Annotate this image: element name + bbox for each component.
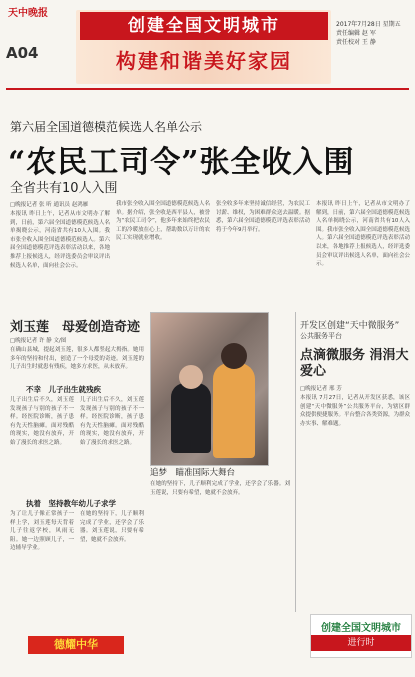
page-number: A04 [6,44,39,62]
article-column-3: 张全收多年来坚持诚信经营，为农民工讨薪、维权，为困难群众送去温暖。据悉，第六届全国道德模范评选表彰活动将于今年9月举行。 [216,201,310,233]
article-subtitle: 全省共有10人入围 [10,181,118,196]
banner-bottom: 构建和谐美好家园 [116,49,292,73]
newspaper-logo: 天中晚报 [8,8,48,19]
editor: 责任编辑 赵 军 [336,30,376,37]
photo-caption: 追梦 瞄准国际大舞台 [150,468,236,478]
section-text-5: 在她的坚持下，儿子顺利完成了学业，还学会了乐器。刘玉莲说，只要有希望，她就不会放弃。 [150,481,290,496]
footer-banner-right [310,614,412,658]
sidebar-byline: □晚报记者 邢 芳 [300,386,342,392]
footer-right-sub: 进行时 [311,635,411,651]
article-column-2: 我市张全收入围全国道德模范候选人名单。据介绍，张全收是西平县人，被誉为“农民工司令”，他多年来始终把农民工的冷暖放在心上，帮助数以万计的农民工实现就业增收。 [116,201,210,242]
sidebar-subtitle: 公共服务平台 [300,332,342,340]
section-byline: □晚报记者 许 静 文/图 [10,338,67,344]
section-text-3: 为了让儿子像正常孩子一样上学，刘玉莲每天背着儿子往返学校，风雨无阻。她一边照顾儿子，一边辅导学业。 [10,511,74,552]
banner-top: 创建全国文明城市 [80,12,328,40]
photo-figure-son [171,383,211,453]
date: 2017年7月28日 星期五 [336,21,401,28]
photo-head-mother [221,343,247,369]
proofreader: 责任校对 王 静 [336,39,376,46]
section-text-2b: 儿子出生后不久，刘玉莲发现孩子与别的孩子不一样。经医院诊断，孩子患有先天性脑瘫。面对残酷的现实，她没有放弃，开始了漫长的求医之路。 [80,397,144,446]
news-photo [150,312,269,466]
article-headline: “农民工司令”张全收入围 [8,145,355,180]
section-text-2: 儿子出生后不久，刘玉莲发现孩子与别的孩子不一样。经医院诊断，孩子患有先天性脑瘫。面对残酷的现实，她没有放弃，开始了漫长的求医之路。 [10,397,74,446]
date-info [336,20,412,47]
section-title: 刘玉莲 母爱创造奇迹 [10,320,141,335]
article-byline: □晚报记者 张 昕 通讯员 赵鸿雁 [10,202,89,208]
section-subhead-1: 不幸 儿子出生就残疾 [26,385,101,394]
section-subhead-2: 执着 坚持教年幼儿子求学 [26,499,116,508]
header-rule [6,88,409,90]
photo-figure-mother [213,363,255,458]
section-intro-text: 在确山县城，提起刘玉莲，很多人都竖起大拇指。她用多年的坚持和付出，创造了一个母爱的奇迹。刘玉莲的儿子出生时就患有残疾，她多方求医，从未放弃。 [10,347,144,371]
article-kicker: 第六届全国道德模范候选人名单公示 [10,120,203,134]
sidebar-headline: 点滴微服务 涓涓大爱心 [300,348,409,379]
sidebar-title: 开发区创建“天中微服务” [300,321,400,331]
article-column-1: 本报讯 昨日上午，记者从市文明办了解到，日前，第六届全国道德模范候选人名单揭晓公示，河南省共有10人入围。我市张全收入围全国道德模范候选人。第六届全国道德模范评选表彰活动以来，各地推荐上报候选人，经评选委员会审议评出候选人名单，面向社会公示。 [10,211,110,269]
article-column-4: 本报讯 昨日上午，记者从市文明办了解到，日前，第六届全国道德模范候选人名单揭晓公示，河南省共有10人入围。我市张全收入围全国道德模范候选人。第六届全国道德模范评选表彰活动以来，各地推荐上报候选人，经评选委员会审议评出候选人名单，面向社会公示。 [316,201,410,268]
column-divider [295,312,296,612]
photo-head-son [179,365,203,389]
sidebar-text: 本报讯 7月27日，记者从开发区获悉，该区创建“天中微服务”公共服务平台，为辖区群众提供便捷服务。平台整合各类资源，为群众办实事、解难题。 [300,395,410,427]
footer-banner-left: 德耀中华 [28,636,124,654]
footer-right-title: 创建全国文明城市 [321,623,401,634]
section-text-4: 在她的坚持下，儿子顺利完成了学业，还学会了乐器。刘玉莲说，只要有希望，她就不会放弃。 [80,511,144,543]
